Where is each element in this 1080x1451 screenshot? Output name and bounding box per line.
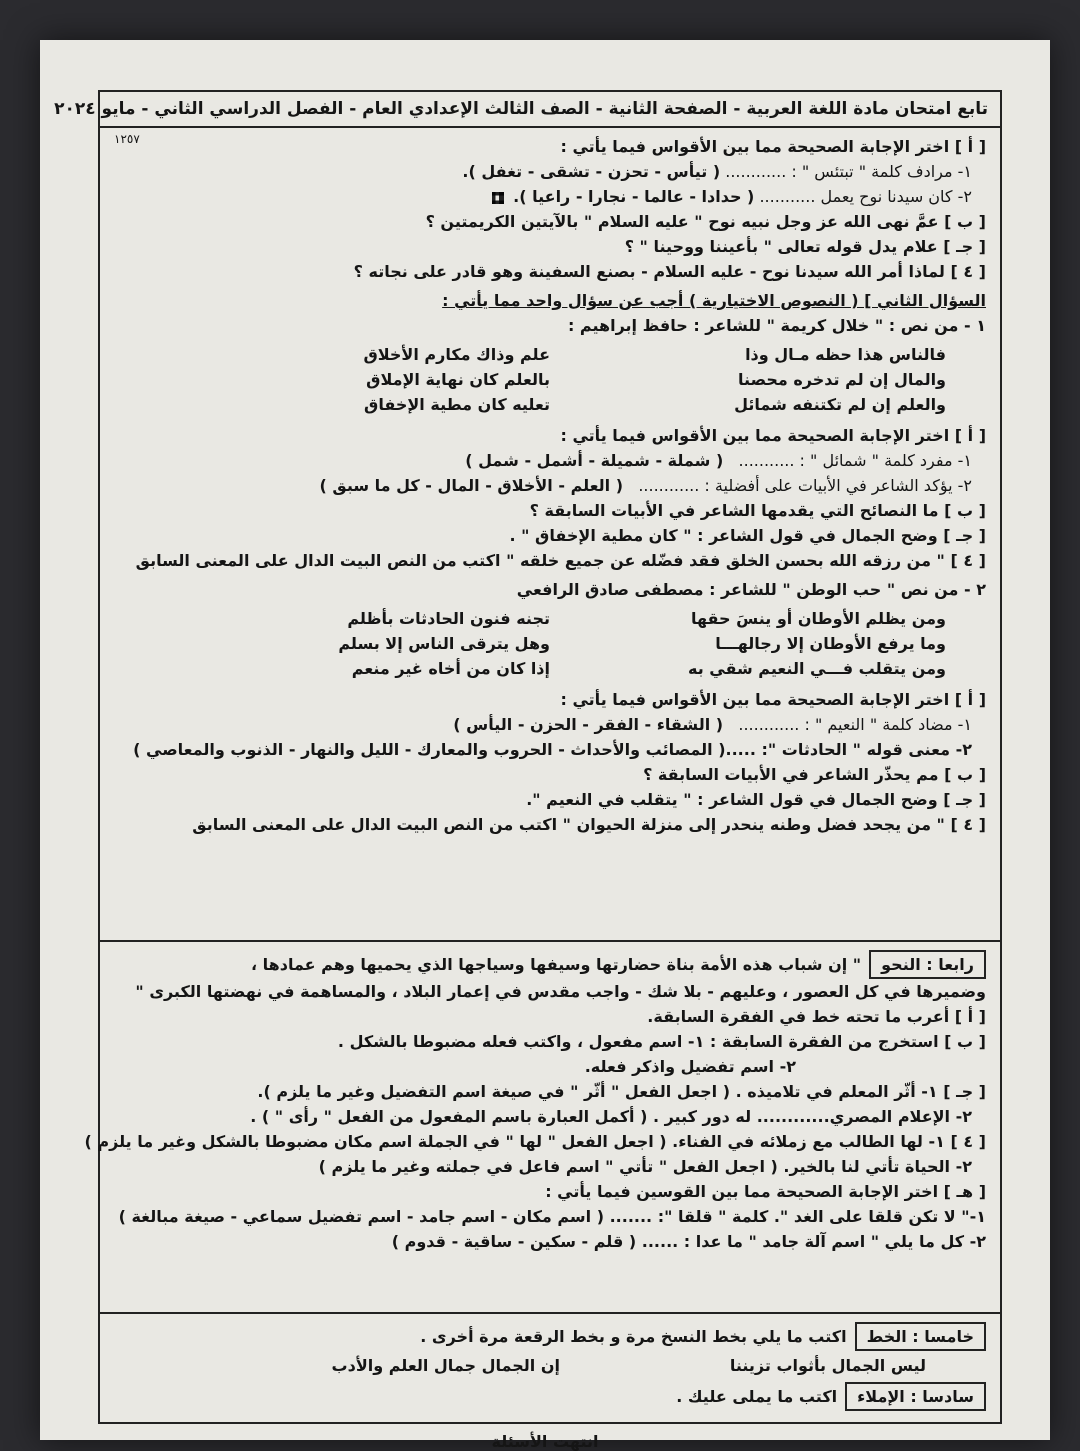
grammar-c2: ٢- الإعلام المصري............ له دور كبير . ( أكمل العبارة باسم المفعول من الفعل " رأى " ) . [250,1107,972,1126]
grammar-b1: [ ب ] استخرج من الفقرة السابقة : ١- اسم مفعول ، واكتب فعله مضبوطا بالشكل . [337,1032,986,1051]
poem-line: إذا كان من أخاه غير منعم [351,659,550,678]
text2-a1: ١- مضاد كلمة " النعيم " : ............ ( الشقاء - الفقر - الحزن - اليأس ) [453,715,972,734]
section-texts [100,128,1000,942]
poem-line: فالناس هذا حظه مـال وذا [745,345,946,364]
page-code: ١٢٥٧ [114,132,140,146]
exam-paper [40,40,1050,1451]
q1-c: [ جـ ] علام يدل قوله تعالى " بأعيننا ووحينا " ؟ [624,237,986,256]
poem-line: ومن يتقلب فـــي النعيم شقي به [688,659,946,678]
exam-frame [54,90,1002,1424]
poem-line: والعلم إن لم تكتنفه شمائل [734,395,946,414]
grammar-passage-1: رابعا : النحو" إن شباب هذه الأمة بناة حضارتها وسيفها وسياجها الذي يحميها وهم عمادها ، [114,950,986,979]
grammar-a: [ أ ] أعرب ما تحته خط في الفقرة السابقة. [647,1007,986,1026]
grammar-label: رابعا : النحو [869,950,986,979]
text1-a1: ١- مفرد كلمة " شمائل " : ........... ( شملة - شميلة - أشمل - شمل ) [465,451,972,470]
grammar-e1: ١-" لا تكن قلقا على الغد ". كلمة " قلقا ": ....... ( اسم مكان - اسم جامد - اسم تفضيل سماعي - صيغة مبالغة ) [118,1207,986,1226]
grammar-c1: [ جـ ] ١- أثّر المعلم في تلاميذه . ( اجعل الفعل " أثّر " في صيغة اسم التفضيل وغير ما يلزم ). [257,1082,986,1101]
q1-b: [ ب ] عمَّ نهى الله عز وجل نبيه نوح " عليه السلام " بالآيتين الكريمتين ؟ [425,212,986,231]
text1-title: ١ - من نص : " خلال كريمة " للشاعر : حافظ إبراهيم : [567,316,986,335]
text1-a2: ٢- يؤكد الشاعر في الأبيات على أفضلية : ............ ( العلم - الأخلاق - المال - كل ما سبق ) [319,476,972,495]
calligraphy-verse [114,1351,986,1382]
verse-line-right: ليس الجمال بأثواب تزيننا [729,1356,926,1375]
grammar-passage-2: وضميرها في كل العصور ، وعليهم - بلا شك - واجب مقدس في إعمار البلاد ، والمساهمة في نهضتها الكبرى " [135,982,986,1001]
text1-b: [ ب ] ما النصائح التي يقدمها الشاعر في الأبيات السابقة ؟ [529,501,986,520]
section-writing [100,1314,1000,1432]
text2-poem [114,602,986,687]
poem-line: علم وذاك مكارم الأخلاق [363,345,550,364]
qr-code-icon [492,192,504,204]
calligraphy-instruction: خامسا : الخطاكتب ما يلي بخط النسخ مرة و بخط الرقعة مرة أخرى . [114,1322,986,1351]
q2-title: السؤال الثاني ] ( النصوص الاختيارية ) أجب عن سؤال واحد مما يأتي : [442,291,986,310]
calligraphy-label: خامسا : الخط [855,1322,986,1351]
text1-a-head: [ أ ] اختر الإجابة الصحيحة مما بين الأقواس فيما يأتي : [560,426,986,445]
grammar-e-head: [ هـ ] اختر الإجابة الصحيحة مما بين القوسين فيما يأتي : [545,1182,986,1201]
dictation-instruction: سادسا : الإملاءاكتب ما يملى عليك . [114,1382,986,1411]
grammar-d1: [ ٤ ] ١- لها الطالب مع زملائه في الفناء. ( اجعل الفعل " لها " في الجملة اسم مكان مضبوطا بالشكل وغير ما يلزم ) [84,1132,986,1151]
text1-c: [ جـ ] وضح الجمال في قول الشاعر : " كان مطية الإخفاق " . [509,526,986,545]
grammar-e2: ٢- كل ما يلي " اسم آلة جامد " ما عدا : ...... ( قلم - سكين - ساقية - قدوم ) [391,1232,986,1251]
poem-line: وهل يترقى الناس إلا بسلم [338,634,550,653]
dictation-label: سادسا : الإملاء [845,1382,986,1411]
text2-a-head: [ أ ] اختر الإجابة الصحيحة مما بين الأقواس فيما يأتي : [560,690,986,709]
q1-a1: ١- مرادف كلمة " تبتئس " : ............ ( تيأس - تحزن - تشقى - تغفل ). [462,162,972,181]
grammar-b2: ٢- اسم تفضيل واذكر فعله. [584,1057,796,1076]
grammar-d2: ٢- الحياة تأتي لنا بالخير. ( اجعل الفعل " تأتي " اسم فاعل في جملته وغير ما يلزم ) [318,1157,972,1176]
poem-line: والمال إن لم تدخره محصنا [738,370,946,389]
verse-line-left: إن الجمال جمال العلم والأدب [331,1356,560,1375]
exam-header: تابع امتحان مادة اللغة العربية - الصفحة الثانية - الصف الثالث الإعدادي العام - الفصل الدراسي الثاني - مايو ٢٠٢٤ [100,92,1000,128]
text2-d: [ ٤ ] " من يجحد فضل وطنه ينحدر إلى منزلة الحيوان " اكتب من النص البيت الدال على المعنى السابق [192,815,986,834]
poem-line: ومن يظلم الأوطان أو ينسَ حقها [690,609,946,628]
poem-line: تجنه فنون الحادثات بأظلم [347,609,550,628]
text2-a2: ٢- معنى قوله " الحادثات ": .....( المصائب والأحداث - الحروب والمعارك - الليل والنهار - الذنوب والمعاصي ) [133,740,972,759]
poem-line: وما يرفع الأوطان إلا رجالهـــا [715,634,946,653]
text2-c: [ جـ ] وضح الجمال في قول الشاعر : " يتقلب في النعيم ". [526,790,986,809]
text1-poem [114,338,986,423]
text2-b: [ ب ] مم يحذّر الشاعر في الأبيات السابقة ؟ [643,765,986,784]
section-grammar [84,942,1000,1314]
poem-line: تعليه كان مطية الإخفاق [364,395,550,414]
q1-a-head: [ أ ] اختر الإجابة الصحيحة مما بين الأقواس فيما يأتي : [560,137,986,156]
q1-d: [ ٤ ] لماذا أمر الله سيدنا نوح - عليه السلام - بصنع السفينة وهو قادر على نجاته ؟ [353,262,986,281]
q1-a2: ٢- كان سيدنا نوح يعمل ........... ( حدادا - عالما - نجارا - راعيا ). [114,184,986,209]
text1-d: [ ٤ ] " من رزقه الله بحسن الخلق فقد فضّله عن جميع خلقه " اكتب من النص البيت الدال على المعنى السابق [135,551,986,570]
poem-line: بالعلم كان نهاية الإملاق [366,370,550,389]
text2-title: ٢ - من نص " حب الوطن " للشاعر : مصطفى صادق الرافعي [516,580,986,599]
exam-end: انتهت الأسئلة [491,1432,599,1451]
